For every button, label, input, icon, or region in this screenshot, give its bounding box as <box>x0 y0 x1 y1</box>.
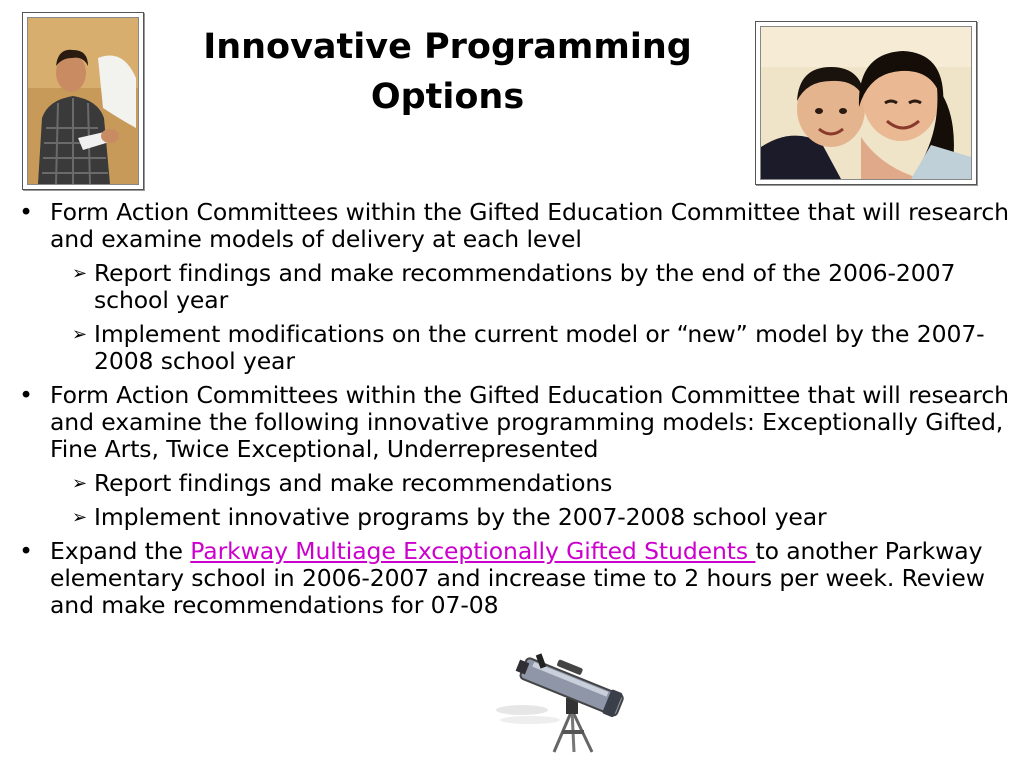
sub-bullet-text: Implement innovative programs by the 2007-2008 school year <box>94 503 827 531</box>
bullet-list <box>16 199 1016 626</box>
bullet-dot-icon: • <box>19 198 33 226</box>
bullet-item <box>16 538 1016 619</box>
arrow-bullet-icon: ➢ <box>72 324 87 345</box>
sub-bullet-text: Implement modifications on the current model or “new” model by the 2007-2008 school year <box>94 320 985 375</box>
sub-bullet-item <box>16 470 1016 497</box>
arrow-bullet-icon: ➢ <box>72 507 87 528</box>
bullet-text: Form Action Committees within the Gifted Education Committee that will research and examine models of delivery at each level <box>50 198 1009 253</box>
bullet-suffix: to another Parkway elementary school in 2006-2007 and increase time to 2 hours per week. Review and make recommendations for 07-08 <box>50 537 985 619</box>
bullet-dot-icon: • <box>19 537 33 565</box>
sub-bullet-item <box>16 260 1016 314</box>
sub-bullet-item <box>16 321 1016 375</box>
arrow-bullet-icon: ➢ <box>72 473 87 494</box>
telescope-icon <box>492 650 626 754</box>
photo-man-icon <box>22 12 144 190</box>
bullet-prefix: Expand the <box>50 537 191 565</box>
photo-children-icon <box>755 21 977 185</box>
slide-title: Innovative Programming Options <box>203 27 692 117</box>
arrow-bullet-icon: ➢ <box>72 263 87 284</box>
parkway-multiage-link[interactable]: Parkway Multiage Exceptionally Gifted Students <box>190 537 756 565</box>
bullet-dot-icon: • <box>19 381 33 409</box>
bullet-item <box>16 382 1016 463</box>
bullet-text: Form Action Committees within the Gifted Education Committee that will research and examine the following innovative programming models: Exceptionally Gifted, Fine Arts, Twice Exceptional, Underrepresented <box>50 381 1009 463</box>
bullet-item <box>16 199 1016 253</box>
sub-bullet-text: Report findings and make recommendations <box>94 469 613 497</box>
sub-bullet-item <box>16 504 1016 531</box>
sub-bullet-text: Report findings and make recommendations by the end of the 2006-2007 school year <box>94 259 956 314</box>
